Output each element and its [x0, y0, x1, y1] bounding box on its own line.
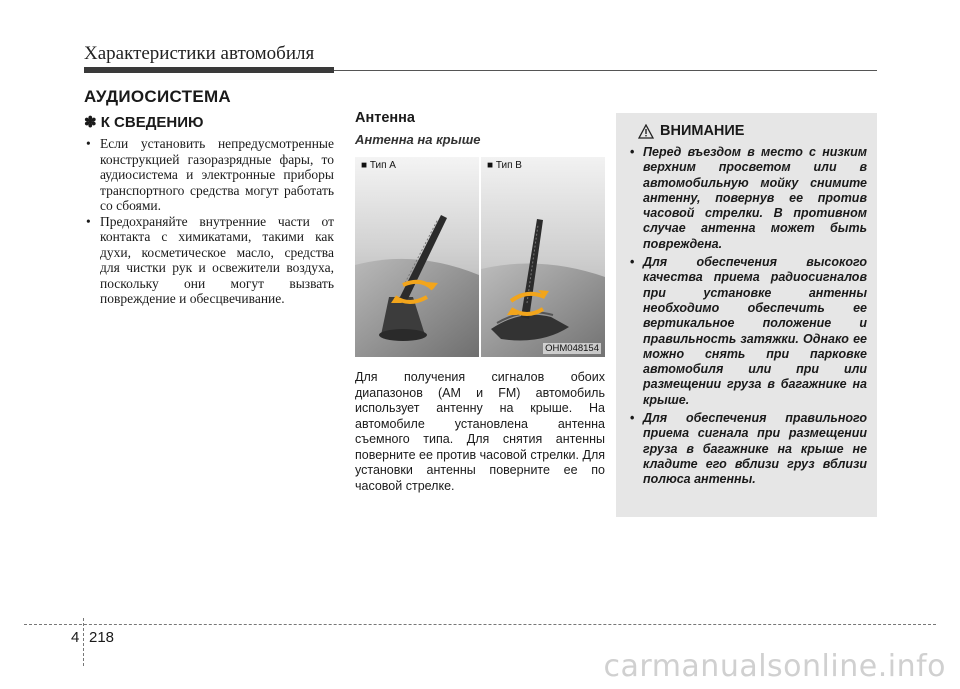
- antenna-photo-type-a: [355, 157, 479, 357]
- warning-title: ВНИМАНИЕ: [660, 123, 745, 139]
- note-item: • Если установить непредусмотренные конструкцией газоразрядные фары, то аудиосистема и электронные приборы транспортного средства могут работать со сбоями.: [84, 136, 334, 214]
- type-a-label: ■ Тип A: [361, 160, 396, 171]
- footer-rule: [24, 624, 936, 625]
- antenna-type-a-image: [355, 157, 479, 357]
- antenna-heading: Антенна: [355, 110, 415, 126]
- antenna-type-b-image: [481, 157, 605, 357]
- header-bar: [84, 67, 334, 73]
- note-item: • Предохраняйте внутренние части от контакта с химикатами, такими как духи, косметическое масло, средства для чистки рук и освежители воздуха, поскольку они могут вызвать повреждение и обесцвечивание.: [84, 214, 334, 307]
- antenna-column: [355, 110, 605, 494]
- footer-divider: [83, 618, 84, 666]
- note-list: [84, 136, 334, 307]
- warning-list: [628, 145, 867, 488]
- type-b-label: ■ Тип B: [487, 160, 522, 171]
- warning-title-row: [628, 123, 867, 139]
- warning-item: • Для обеспечения правильного приема сигнала при размещении груза в багажнике на крыше не кладите его вблизи груз вблизи полюса антенны.: [628, 411, 867, 487]
- warning-item: • Перед въездом в место с низким верхним просветом или в автомобильную мойку снимите антенну, повернув ее против часовой стрелки. В противном случае антенна может быть повреждена.: [628, 145, 867, 252]
- page-number: 218: [89, 629, 115, 646]
- antenna-subheading: Антенна на крыше: [355, 132, 481, 147]
- watermark: carmanualsonline.info: [603, 649, 946, 684]
- antenna-photo-type-b: [481, 157, 605, 357]
- figure-code: OHM048154: [545, 343, 599, 354]
- warning-box: [616, 113, 877, 517]
- antenna-description: Для получения сигналов обоих диапазонов (AM и FM) автомобиль использует антенну на крыше. На автомобиле установлена антенна съемного типа. Для снятия антенны поверните ее против часовой стрелки. Для установки антенны поверните ее по часовой стрелке.: [355, 370, 606, 493]
- warning-item: • Для обеспечения высокого качества приема радиосигналов при установке антенны необходимо обеспечить ее вертикальное положение и правильность затяжки. Однако ее можно снять при парковке автомобиля или при или размещении груза в багажнике на крыше.: [628, 255, 867, 408]
- note-heading: ✽ К СВЕДЕНИЮ: [84, 114, 204, 131]
- section-title: АУДИОСИСТЕМА: [84, 87, 232, 106]
- antenna-figure: [355, 157, 605, 357]
- intro-column: [84, 113, 334, 307]
- chapter-title: Характеристики автомобиля: [84, 43, 315, 64]
- header-rule: [334, 70, 877, 71]
- warning-triangle-icon: [638, 124, 654, 139]
- page-chapter: 4: [71, 629, 80, 646]
